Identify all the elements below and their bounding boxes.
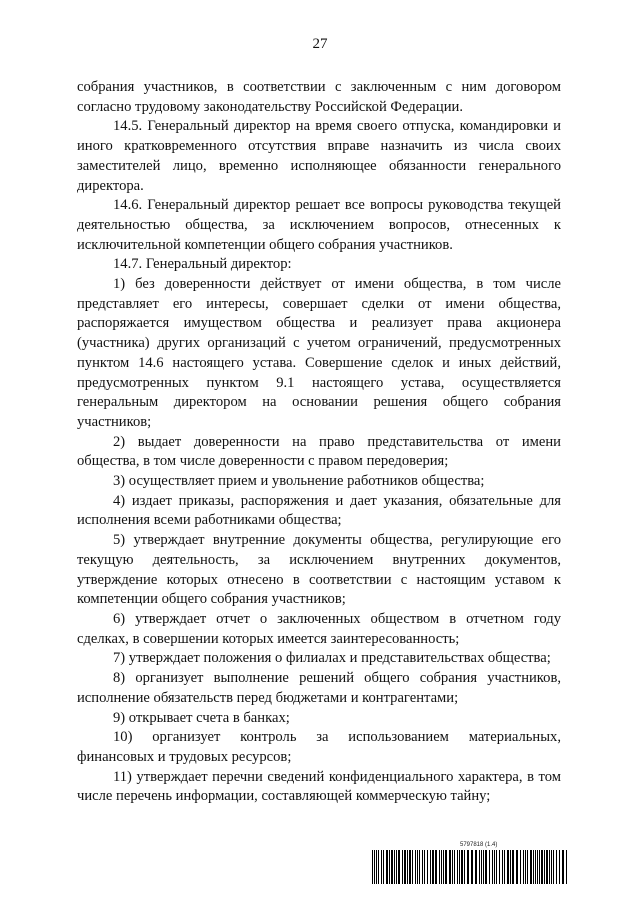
paragraph: 2) выдает доверенности на право представительства от имени общества, в том числе доверенности с правом передоверия;: [77, 433, 561, 470]
document-body: [77, 78, 561, 807]
paragraph: 10) организует контроль за использованием материальных, финансовых и трудовых ресурсов;: [77, 729, 561, 765]
paragraph: 7) утверждает положения о филиалах и представительствах общества;: [113, 650, 551, 667]
paragraph: 5) утверждает внутренние документы общества, регулирующие его текущую деятельность, за исключением внутренних документов, утверждение которых отнесено в соответствии с настоящим уставом к компетенции общего собрания участников;: [77, 532, 561, 608]
paragraph: 14.7. Генеральный директор:: [113, 256, 292, 273]
paragraph: 14.5. Генеральный директор на время своего отпуска, командировки и иного кратковременного отсутствия вправе назначить из числа своих заместителей лицо, временно исполняющее обязанности генерального директора.: [77, 118, 561, 194]
paragraph: 8) организует выполнение решений общего собрания участников, исполнение обязательств перед бюджетами и контрагентами;: [77, 670, 561, 706]
paragraph: 14.6. Генеральный директор решает все вопросы руководства текущей деятельностью общества, за исключением вопросов, отнесенных к исключительной компетенции общего собрания участников.: [77, 197, 561, 253]
paragraph: 6) утверждает отчет о заключенных обществом в отчетном году сделках, в совершении которых имеется заинтересованность;: [77, 610, 561, 647]
paragraph: 9) открывает счета в банках;: [113, 709, 290, 726]
paragraph: 1) без доверенности действует от имени общества, в том числе представляет его интересы, совершает сделки от имени общества, распоряжается имуществом общества и реализует права акционера (участника) других организаций с учетом ограничений, предусмотренных пунктом 14.6 настоящего устава. Совершение сделок и иных действий, предусмотренных пунктом 9.1 настоящего устава, осуществляется генеральным директором на основании решения общего собрания участников;: [77, 276, 561, 430]
paragraph: 11) утверждает перечни сведений конфиденциального характера, в том числе перечень информации, составляющей коммерческую тайну;: [77, 768, 561, 805]
page-number: 27: [312, 36, 328, 52]
document-code: 5797818 (1.4): [460, 842, 498, 848]
paragraph: собрания участников, в соответствии с заключенным с ним договором согласно трудовому законодательству Российской Федерации.: [77, 79, 561, 115]
barcode-image: [372, 850, 568, 884]
paragraph: 4) издает приказы, распоряжения и дает указания, обязательные для исполнения всеми работниками общества;: [77, 492, 561, 529]
paragraph: 3) осуществляет прием и увольнение работников общества;: [113, 473, 485, 490]
